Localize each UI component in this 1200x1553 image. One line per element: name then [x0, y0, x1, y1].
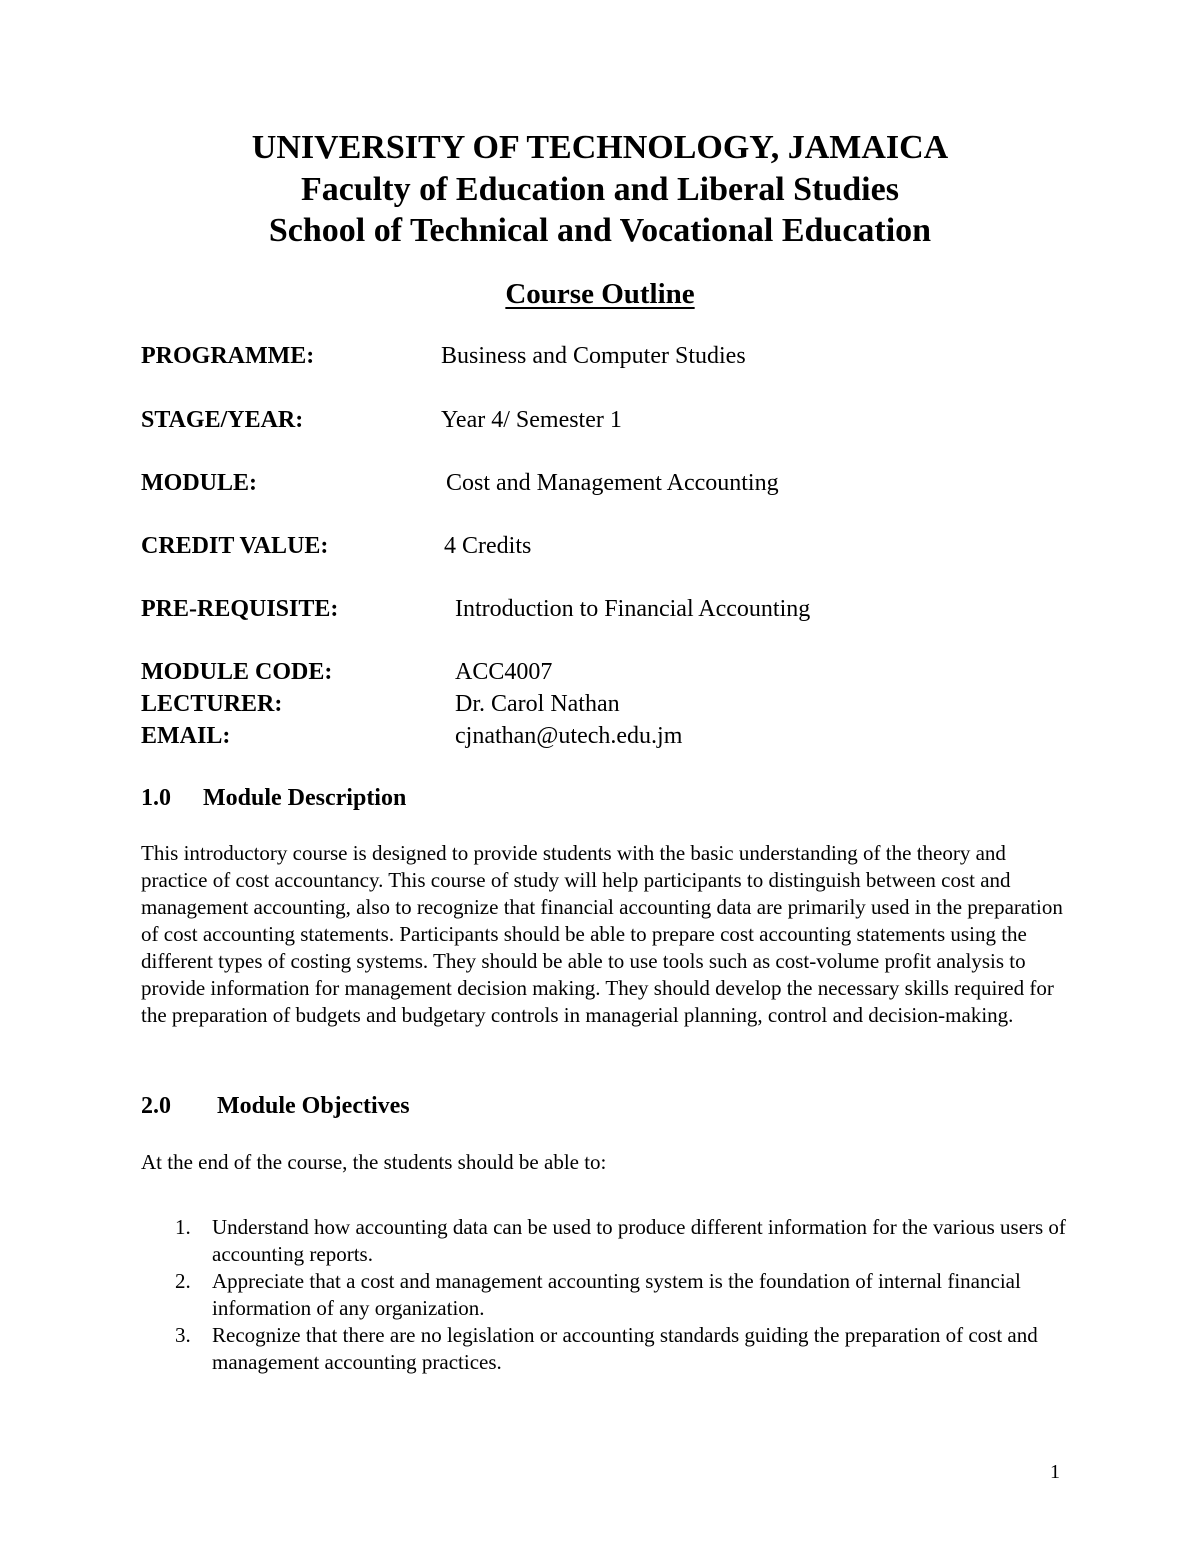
module-code-label: MODULE CODE: — [141, 659, 333, 685]
objectives-intro: At the end of the course, the students should be able to: — [141, 1150, 607, 1174]
school-name: School of Technical and Vocational Education — [268, 212, 932, 249]
course-outline-title: Course Outline — [505, 278, 695, 310]
objectives-list — [141, 1214, 1071, 1376]
section-1-title: Module Description — [203, 785, 407, 811]
faculty-name: Faculty of Education and Liberal Studies — [301, 171, 899, 208]
section-2-heading — [141, 1091, 410, 1121]
credit-value: 4 Credits — [444, 533, 532, 559]
programme-label: PROGRAMME: — [141, 343, 315, 369]
list-item-number: 1. — [175, 1215, 191, 1239]
prereq-label: PRE-REQUISITE: — [141, 596, 339, 622]
list-item — [141, 1214, 1071, 1268]
list-item-text: Recognize that there are no legislation or accounting standards guiding the preparation of cost and management accounting practices. — [212, 1323, 1038, 1374]
list-item — [141, 1268, 1071, 1322]
module-label: MODULE: — [141, 470, 257, 496]
lecturer-value: Dr. Carol Nathan — [455, 691, 620, 717]
section-2-number: 2.0 — [141, 1093, 171, 1119]
prereq-value: Introduction to Financial Accounting — [455, 596, 811, 622]
module-value: Cost and Management Accounting — [446, 470, 779, 496]
stage-value: Year 4/ Semester 1 — [441, 407, 622, 433]
list-item-number: 3. — [175, 1323, 191, 1347]
list-item — [141, 1322, 1071, 1376]
module-code-value: ACC4007 — [455, 659, 553, 685]
university-name: UNIVERSITY OF TECHNOLOGY, JAMAICA — [251, 129, 949, 166]
stage-label: STAGE/YEAR: — [141, 407, 304, 433]
page-number: 1 — [1050, 1461, 1060, 1483]
list-item-text: Understand how accounting data can be used to produce different information for the various users of accounting reports. — [212, 1215, 1066, 1266]
programme-value: Business and Computer Studies — [441, 343, 746, 369]
credit-label: CREDIT VALUE: — [141, 533, 329, 559]
email-label: EMAIL: — [141, 723, 231, 749]
list-item-text: Appreciate that a cost and management accounting system is the foundation of internal financial information of any organization. — [212, 1269, 1021, 1320]
section-1-heading — [141, 783, 406, 813]
email-value: cjnathan@utech.edu.jm — [455, 723, 683, 749]
module-description-text: This introductory course is designed to provide students with the basic understanding of the theory and practice of cost accountancy. This course of study will help participants to distinguish between cost and management accounting, also to recognize that financial accounting data are primarily used in the preparation of cost accounting statements. Participants should be able to prepare cost accounting statements using the different types of costing systems. They should be able to use tools such as cost-volume profit analysis to provide information for management decision making. They should develop the necessary skills required for the preparation of budgets and budgetary controls in managerial planning, control and decision-making. — [141, 841, 1063, 1027]
section-2-title: Module Objectives — [217, 1093, 410, 1119]
lecturer-label: LECTURER: — [141, 691, 283, 717]
section-1-number: 1.0 — [141, 785, 171, 811]
list-item-number: 2. — [175, 1269, 191, 1293]
